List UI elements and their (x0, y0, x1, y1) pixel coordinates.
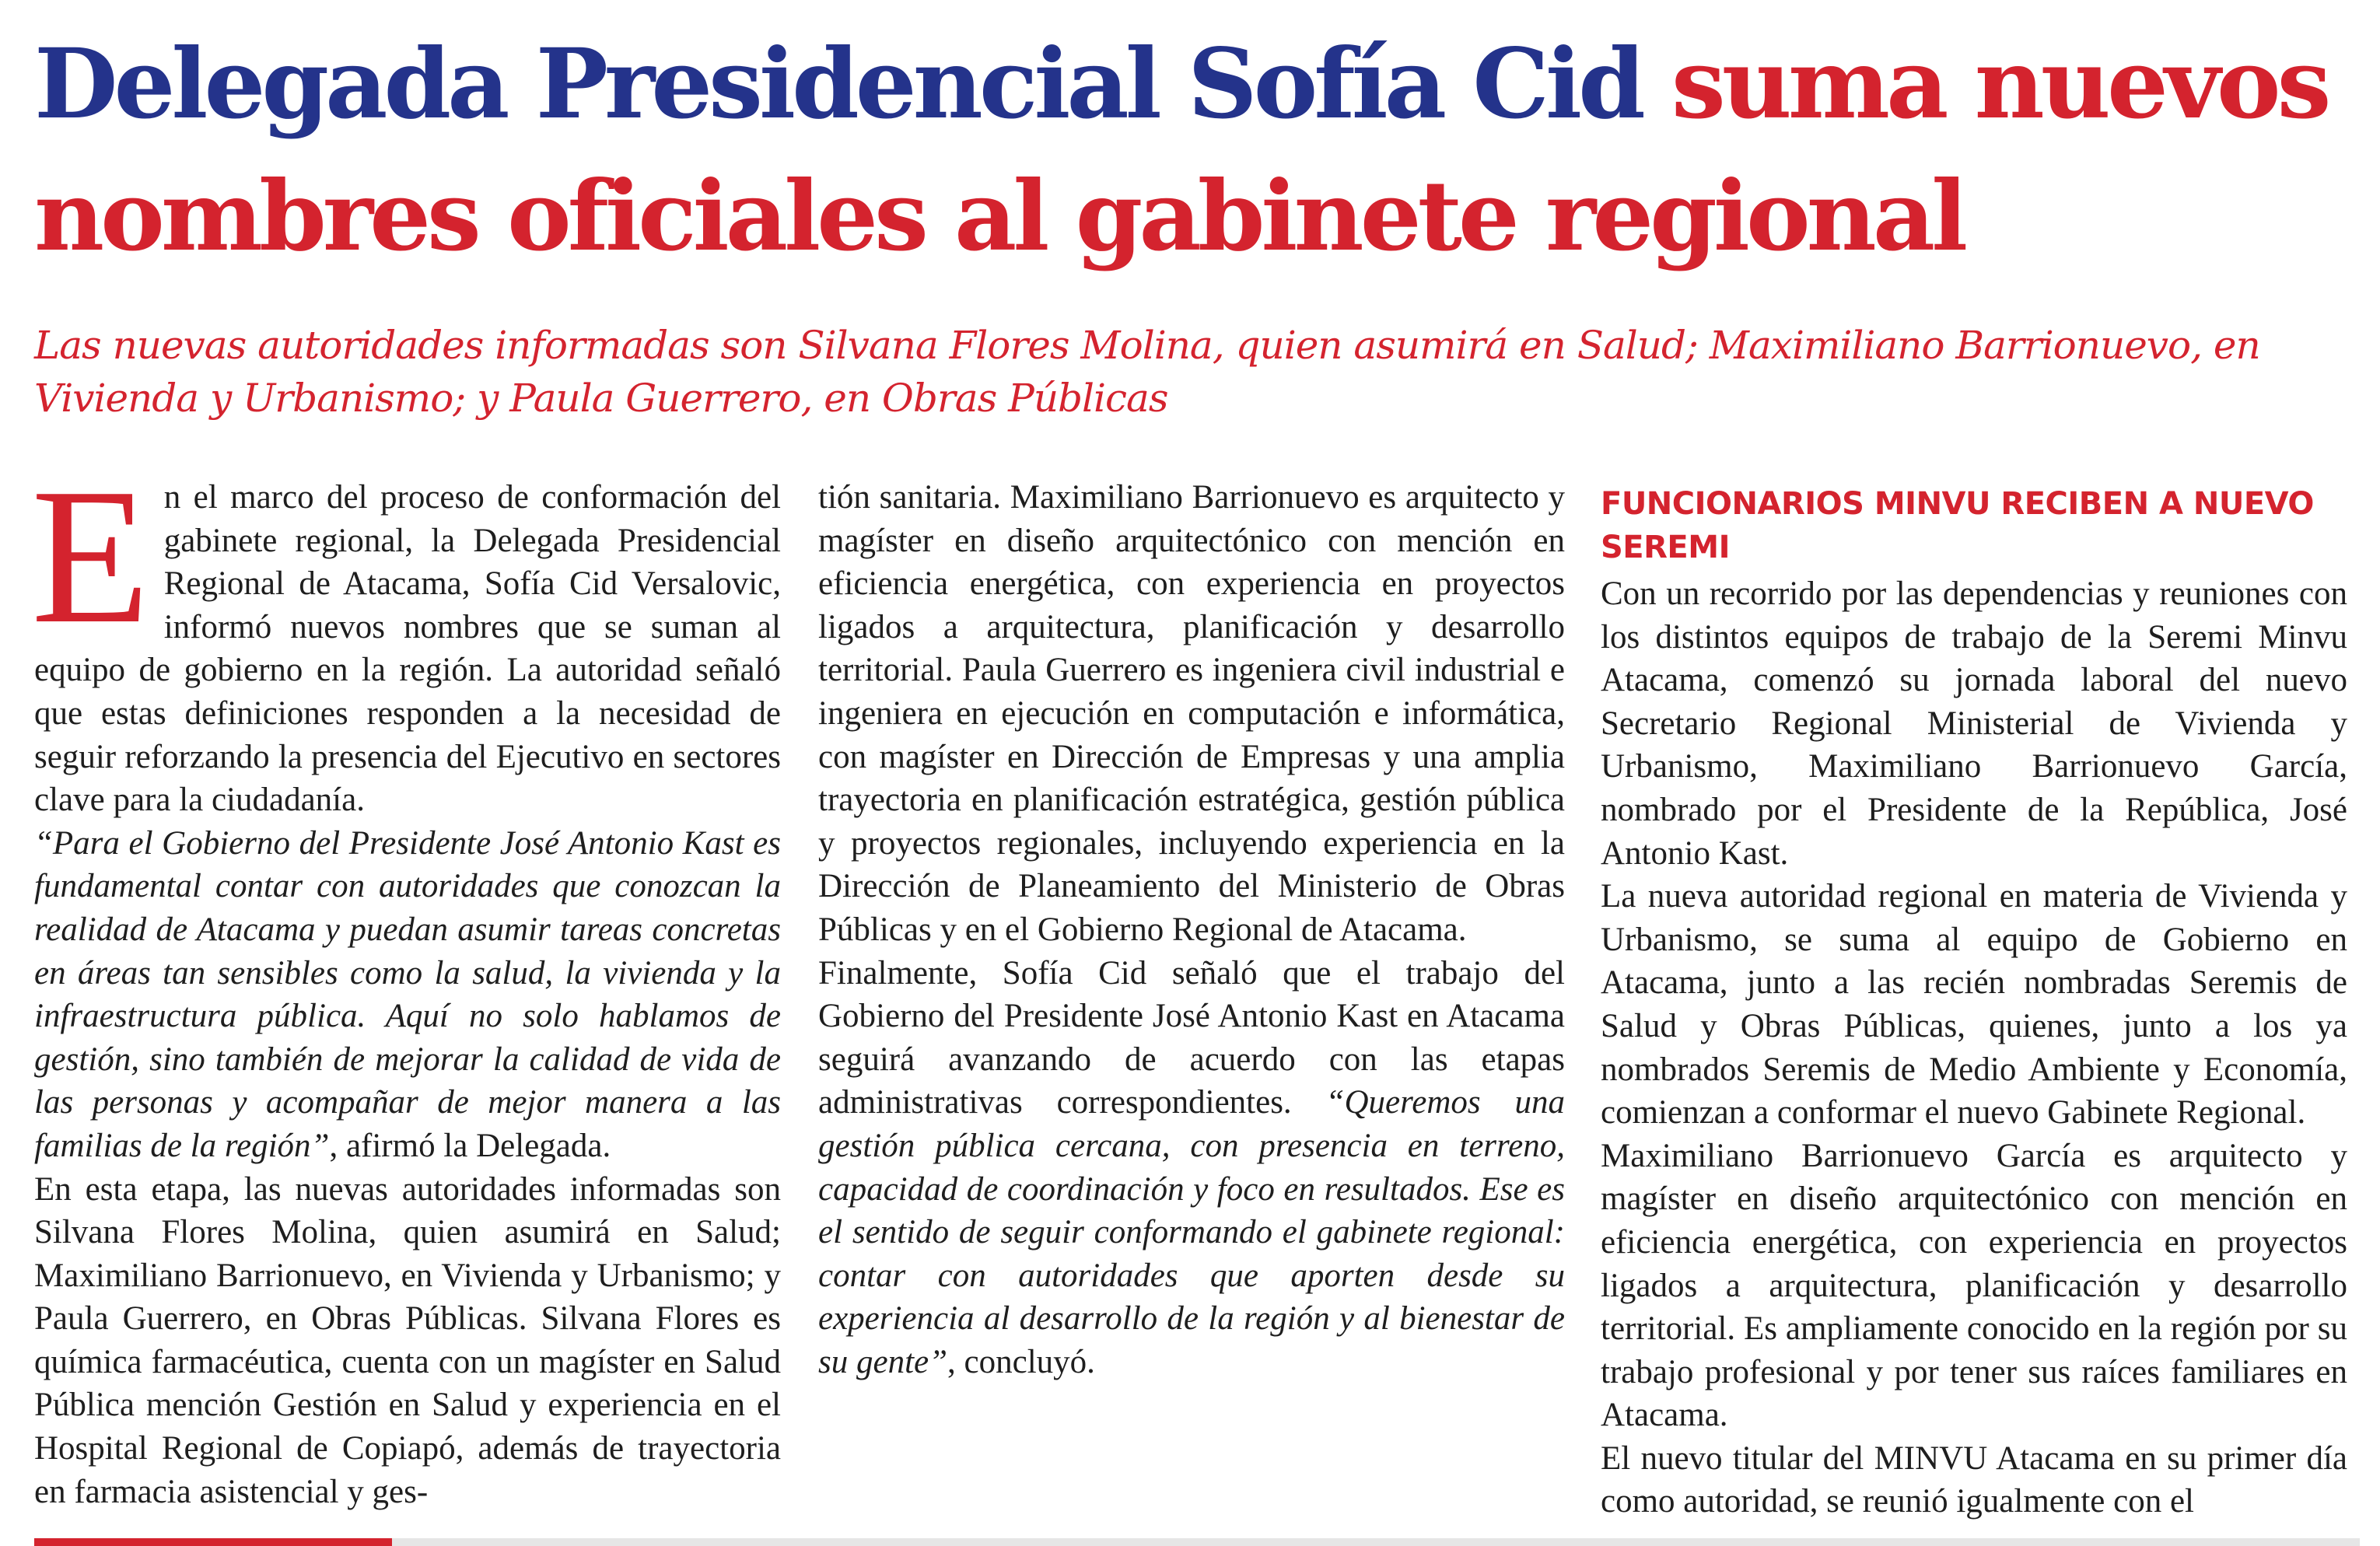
headline-blue-part: Delegada Presidencial Sofía Cid (34, 28, 1642, 141)
quote-2-text: “Queremos una gestión pública cercana, con presencia en terreno, capacidad de coordinación y foco en resultados. Ese es el sentido de seguir conformando el gabinete regional: contar con autoridades que aporten desde su experiencia al desarrollo de la región y al bienestar de su gente” (818, 1084, 1565, 1380)
article-column-2 (818, 476, 1565, 1383)
bottom-divider (34, 1538, 2360, 1546)
article-paragraph-4 (818, 952, 1565, 1384)
article-paragraph-1 (31, 449, 781, 822)
bottom-divider-accent (34, 1538, 392, 1546)
article-paragraph-3-continued: tión sanitaria. Maximiliano Barrionuevo es arquitecto y magíster en diseño arquitectónico con mención en eficiencia energética, con experiencia en proyectos ligados a arquitectura, planificación y desarrollo territorial. Paula Guerrero es ingeniera civil industrial e ingeniera en ejecución en computación e informática, con magíster en Dirección de Empresas y una amplia trayectoria en planificación estratégica, gestión pública y proyectos regionales, incluyendo experiencia en la Dirección de Planeamiento del Ministerio de Obras Públicas y en el Gobierno Regional de Atacama. (818, 479, 1565, 948)
sidebar-title: FUNCIONARIOS MINVU RECIBEN A NUEVO SEREMI (1601, 486, 2314, 565)
headline (34, 19, 2360, 283)
sidebar-paragraph-3: Maximiliano Barrionuevo García es arquitecto y magíster en diseño arquitectónico con mención en eficiencia energética, con experiencia en proyectos ligados a arquitectura, planificación y desarrollo territorial. Es ampliamente conocido en la región por su trabajo profesional y por tener sus raíces familiares en Atacama. (1601, 1137, 2347, 1434)
drop-cap: E (31, 449, 150, 664)
quote-1-text: “Para el Gobierno del Presidente José Antonio Kast es fundamental contar con autoridades que conozcan la realidad de Atacama y puedan asumir tareas concretas en áreas tan sensibles como la salud, la vivienda y la infraestructura pública. Aquí no solo hablamos de gestión, sino también de mejorar la calidad de vida de las personas y acompañar de mejor manera a las familias de la región” (34, 824, 781, 1164)
quote-2-attribution: , concluyó. (947, 1343, 1095, 1380)
paragraph-4-text: Finalmente, Sofía Cid señaló que el trabajo del Gobierno del Presidente José Antonio Kast en Atacama seguirá avanzando de acuerdo con las etapas administrativas correspondientes. (818, 954, 1565, 1121)
article-paragraph-3: En esta etapa, las nuevas autoridades informadas son Silvana Flores Molina, quien asumirá en Salud; Maximiliano Barrionuevo, en Vivienda y Urbanismo; y Paula Guerrero, en Obras Públicas. Silvana Flores es química farmacéutica, cuenta con un magíster en Salud Pública mención Gestión en Salud y experiencia en el Hospital Regional de Copiapó, además de trayectoria en farmacia asistencial y ges- (34, 1170, 781, 1510)
quote-1-attribution: , afirmó la Delegada. (329, 1127, 611, 1164)
headline-red-part-2: nombres oficiales al gabinete regional (34, 160, 1965, 273)
sidebar-paragraph-4: El nuevo titular del MINVU Atacama en su primer día como autoridad, se reunió igualmente con el (1601, 1439, 2347, 1520)
sidebar-paragraph-2: La nueva autoridad regional en materia de Vivienda y Urbanismo, se suma al equipo de Gobierno en Atacama, junto a las recién nombradas Seremis de Salud y Obras Públicas, quienes, junto a los ya nombrados Seremis de Medio Ambiente y Economía, comienzan a conformar el nuevo Gabinete Regional. (1601, 878, 2347, 1132)
article-quote-1 (34, 822, 781, 1168)
sidebar-column (1601, 482, 2347, 1523)
sidebar-paragraph-1: Con un recorrido por las dependencias y reuniones con los distintos equipos de trabajo de la Seremi Minvu Atacama, comenzó su jornada laboral del nuevo Secretario Regional Ministerial de Vivienda y Urbanismo, Maximiliano Barrionuevo García, nombrado por el Presidente de la República, José Antonio Kast. (1601, 575, 2347, 872)
article-paragraph-1-text: n el marco del proceso de conformación del gabinete regional, la Delegada Presidencial Regional de Atacama, Sofía Cid Versalovic, informó nuevos nombres que se suman al equipo de gobierno en la región. La autoridad señaló que estas definiciones responden a la necesidad de seguir reforzando la presencia del Ejecutivo en sectores clave para la ciudadanía. (34, 479, 781, 819)
article-column-1 (31, 449, 781, 1513)
subtitle: Las nuevas autoridades informadas son Silvana Flores Molina, quien asumirá en Salud; Maximiliano Barrionuevo, en Vivienda y Urbanismo; y Paula Guerrero, en Obras Públicas (34, 323, 2260, 421)
headline-red-part-1: suma nuevos (1671, 28, 2328, 141)
